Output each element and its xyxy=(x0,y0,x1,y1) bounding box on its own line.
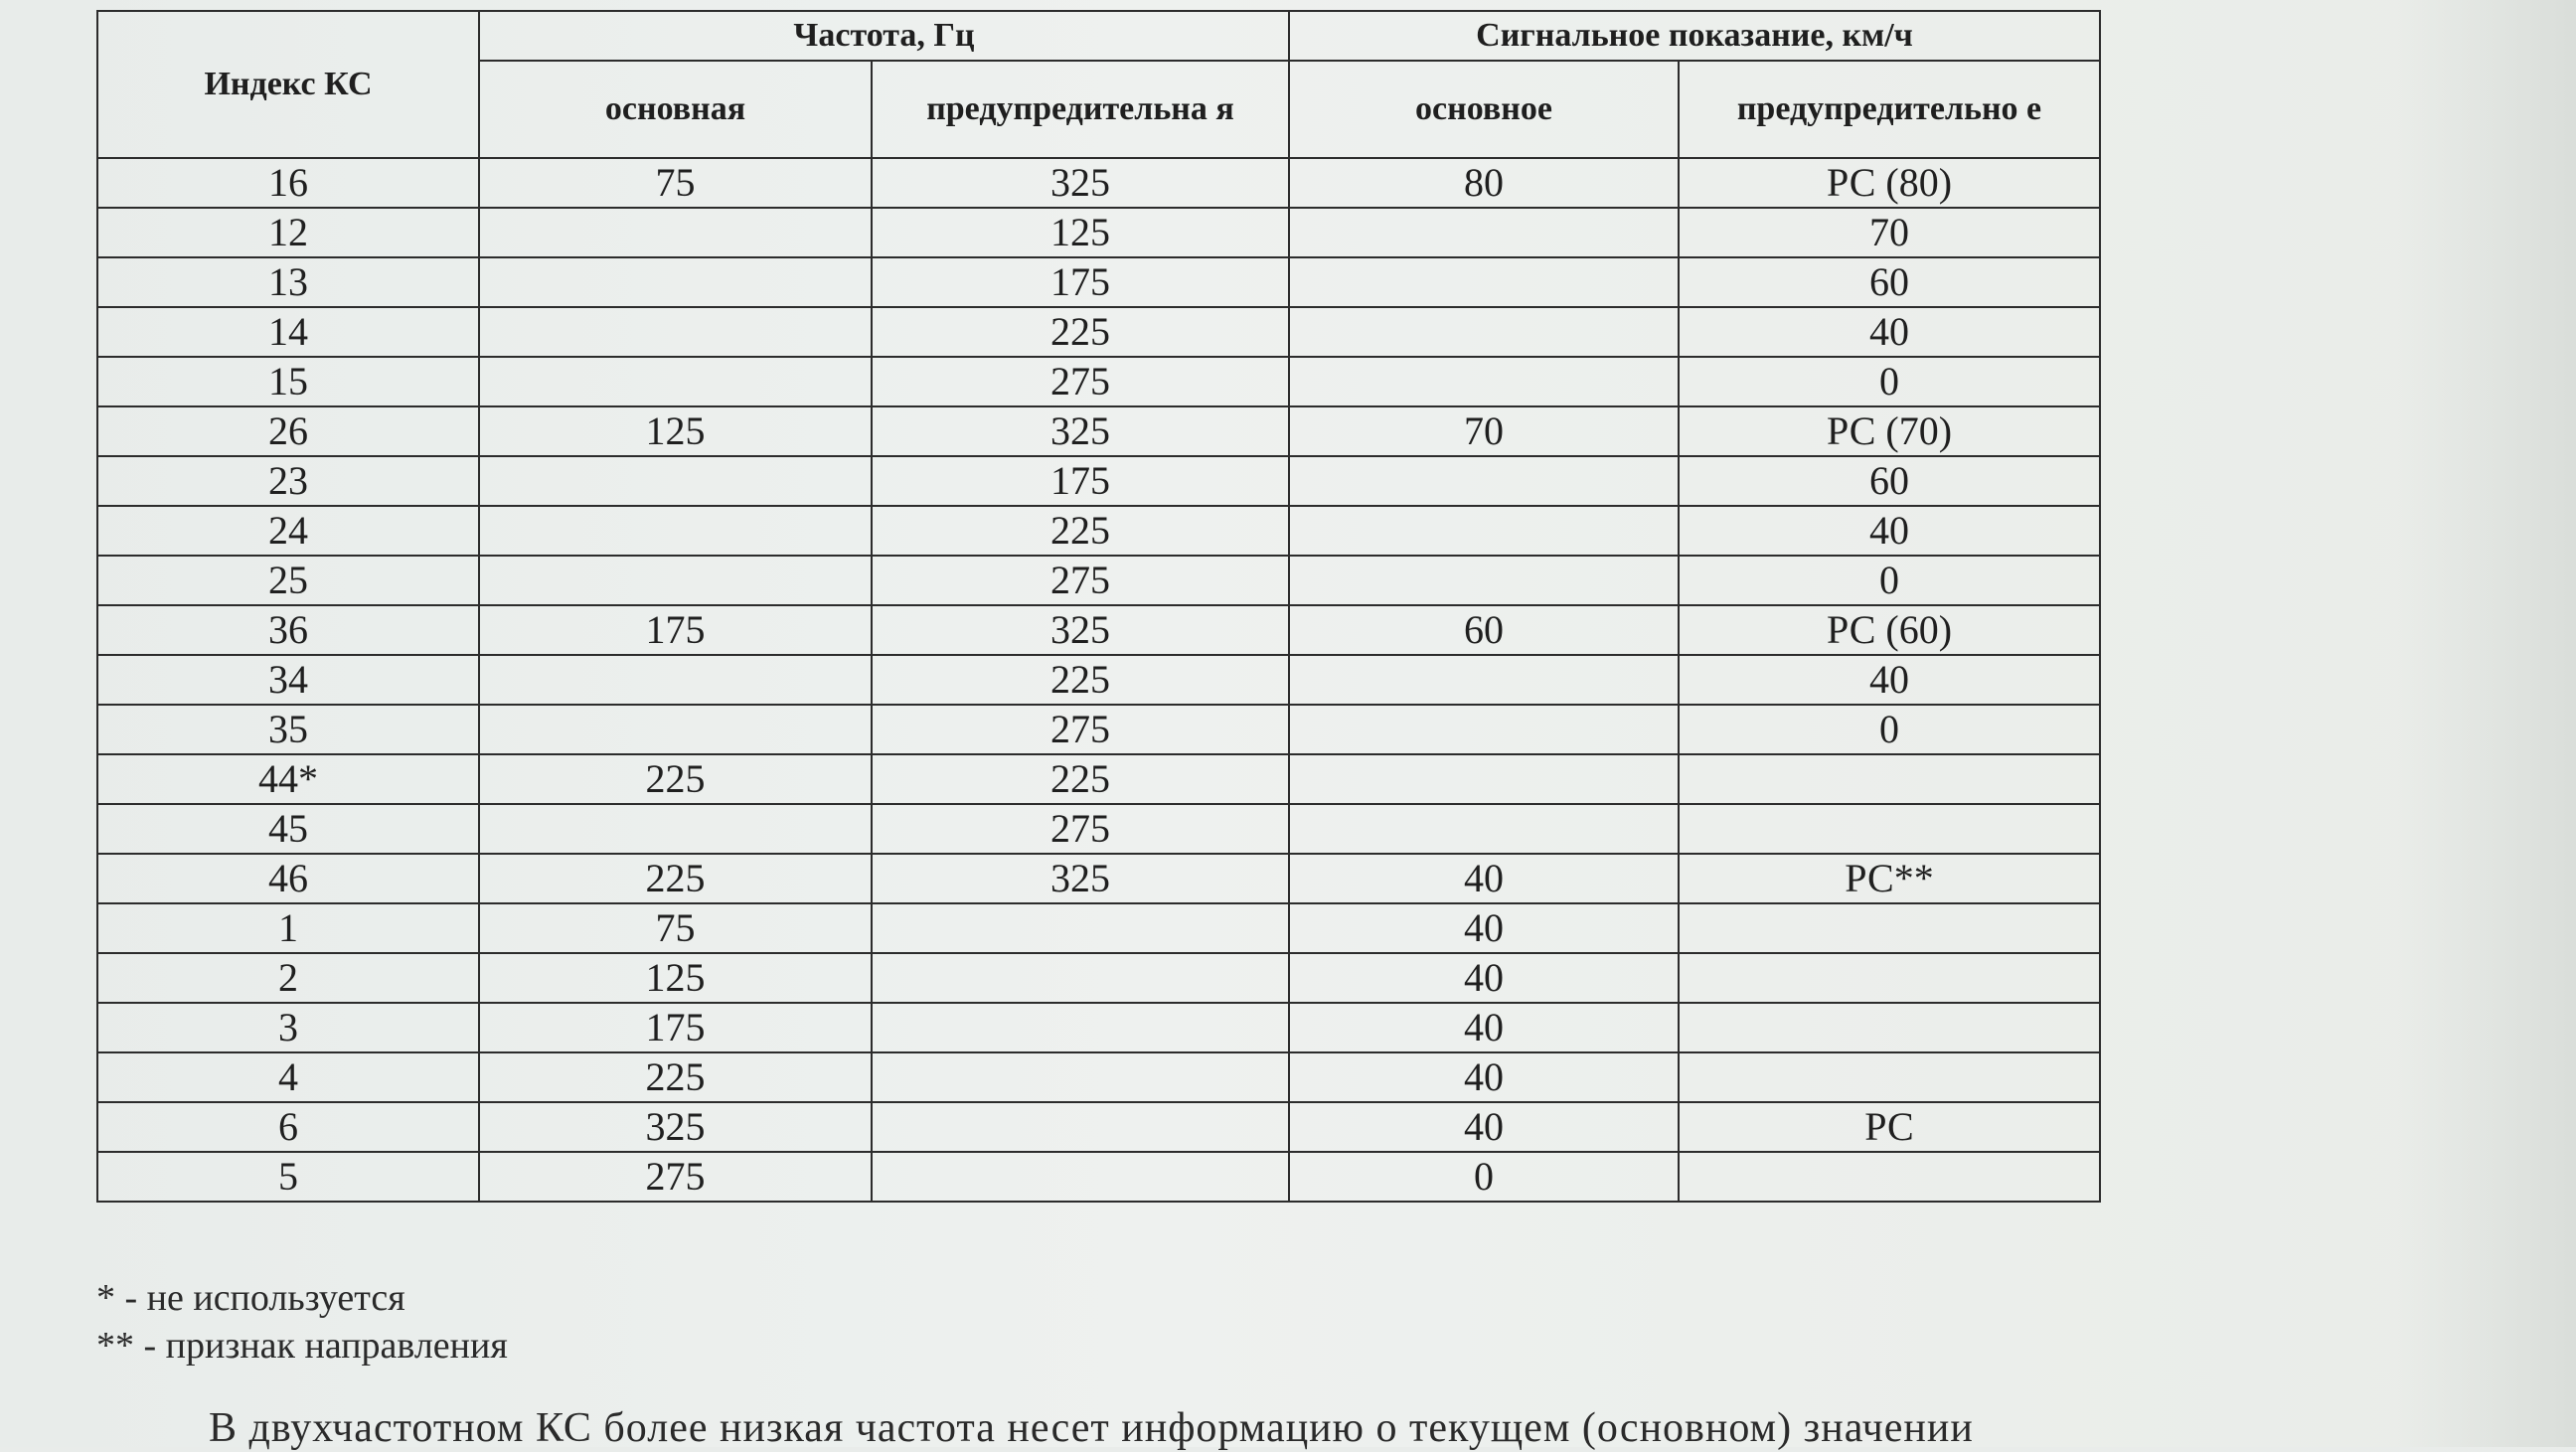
cell-index: 36 xyxy=(97,605,479,655)
footnote-direction: ** - признак направления xyxy=(96,1325,508,1367)
cell-sig-main: 60 xyxy=(1289,605,1679,655)
cell-freq-main xyxy=(479,307,872,357)
cell-index: 24 xyxy=(97,506,479,556)
cell-freq-main: 225 xyxy=(479,854,872,903)
cell-freq-warn: 325 xyxy=(872,158,1289,208)
cell-sig-warn xyxy=(1679,754,2100,804)
table-row xyxy=(97,208,2100,257)
cell-freq-warn xyxy=(872,1003,1289,1052)
cell-sig-main: 80 xyxy=(1289,158,1679,208)
cell-sig-warn: РС** xyxy=(1679,854,2100,903)
cell-freq-main: 125 xyxy=(479,953,872,1003)
cell-freq-main xyxy=(479,506,872,556)
cell-freq-warn: 225 xyxy=(872,307,1289,357)
cell-freq-main: 225 xyxy=(479,1052,872,1102)
cell-freq-main: 175 xyxy=(479,605,872,655)
cell-freq-warn: 275 xyxy=(872,804,1289,854)
cell-index: 26 xyxy=(97,406,479,456)
cell-freq-main xyxy=(479,556,872,605)
cell-sig-warn xyxy=(1679,953,2100,1003)
table-row xyxy=(97,854,2100,903)
cell-sig-warn xyxy=(1679,1003,2100,1052)
cell-index: 45 xyxy=(97,804,479,854)
cell-freq-warn: 175 xyxy=(872,456,1289,506)
cell-sig-main: 40 xyxy=(1289,1003,1679,1052)
cell-index: 35 xyxy=(97,705,479,754)
cell-sig-main xyxy=(1289,257,1679,307)
cell-freq-main: 75 xyxy=(479,903,872,953)
cell-sig-warn xyxy=(1679,903,2100,953)
cell-index: 23 xyxy=(97,456,479,506)
cell-freq-warn: 125 xyxy=(872,208,1289,257)
cell-freq-main: 125 xyxy=(479,406,872,456)
cell-index: 25 xyxy=(97,556,479,605)
table-row xyxy=(97,804,2100,854)
cell-sig-main: 40 xyxy=(1289,854,1679,903)
cell-sig-main xyxy=(1289,705,1679,754)
table-row xyxy=(97,903,2100,953)
cell-sig-main xyxy=(1289,307,1679,357)
table-row xyxy=(97,1052,2100,1102)
cell-freq-main: 275 xyxy=(479,1152,872,1202)
table-row xyxy=(97,705,2100,754)
cell-sig-warn: РС xyxy=(1679,1102,2100,1152)
signal-code-table xyxy=(96,10,2101,1203)
table-row xyxy=(97,605,2100,655)
table-row xyxy=(97,953,2100,1003)
cell-freq-main xyxy=(479,357,872,406)
cell-index: 16 xyxy=(97,158,479,208)
cell-sig-main: 40 xyxy=(1289,1052,1679,1102)
table-row xyxy=(97,1003,2100,1052)
cell-sig-warn xyxy=(1679,804,2100,854)
cell-index: 2 xyxy=(97,953,479,1003)
footnote-unused: * - не используется xyxy=(96,1277,405,1319)
cell-freq-main xyxy=(479,257,872,307)
cell-index: 5 xyxy=(97,1152,479,1202)
cell-index: 46 xyxy=(97,854,479,903)
header-freq-warn: предупредительна я xyxy=(872,61,1289,158)
cell-freq-main: 325 xyxy=(479,1102,872,1152)
header-frequency: Частота, Гц xyxy=(479,11,1289,61)
cell-freq-warn: 325 xyxy=(872,605,1289,655)
cell-index: 15 xyxy=(97,357,479,406)
cell-freq-main xyxy=(479,655,872,705)
table-row xyxy=(97,456,2100,506)
cell-index: 6 xyxy=(97,1102,479,1152)
table-row xyxy=(97,1102,2100,1152)
cell-sig-main xyxy=(1289,357,1679,406)
cell-sig-warn: РС (60) xyxy=(1679,605,2100,655)
body-paragraph: В двухчастотном КС более низкая частота несет информацию о текущем (основном) значении xyxy=(209,1405,1974,1451)
cell-sig-main xyxy=(1289,556,1679,605)
table-row xyxy=(97,1152,2100,1202)
cell-freq-warn: 275 xyxy=(872,705,1289,754)
cell-freq-main xyxy=(479,804,872,854)
cell-sig-warn: 0 xyxy=(1679,357,2100,406)
cell-freq-main: 175 xyxy=(479,1003,872,1052)
cell-freq-warn xyxy=(872,953,1289,1003)
table-row xyxy=(97,655,2100,705)
header-signal: Сигнальное показание, км/ч xyxy=(1289,11,2100,61)
cell-sig-main xyxy=(1289,754,1679,804)
cell-index: 3 xyxy=(97,1003,479,1052)
cell-sig-main: 0 xyxy=(1289,1152,1679,1202)
cell-index: 34 xyxy=(97,655,479,705)
cell-freq-main: 75 xyxy=(479,158,872,208)
cell-sig-warn xyxy=(1679,1052,2100,1102)
cell-freq-warn: 325 xyxy=(872,406,1289,456)
table-row xyxy=(97,307,2100,357)
header-sig-main: основное xyxy=(1289,61,1679,158)
cell-freq-warn: 325 xyxy=(872,854,1289,903)
cell-freq-main xyxy=(479,208,872,257)
cell-sig-main: 40 xyxy=(1289,953,1679,1003)
cell-freq-warn xyxy=(872,1102,1289,1152)
cell-sig-main: 40 xyxy=(1289,903,1679,953)
cell-freq-warn: 275 xyxy=(872,556,1289,605)
cell-freq-warn xyxy=(872,903,1289,953)
cell-sig-main xyxy=(1289,506,1679,556)
table-row xyxy=(97,506,2100,556)
cell-index: 44* xyxy=(97,754,479,804)
cell-sig-main xyxy=(1289,456,1679,506)
cell-index: 13 xyxy=(97,257,479,307)
cell-index: 14 xyxy=(97,307,479,357)
cell-sig-main xyxy=(1289,804,1679,854)
cell-freq-warn xyxy=(872,1152,1289,1202)
cell-freq-warn: 225 xyxy=(872,754,1289,804)
page-shadow xyxy=(2397,0,2576,1447)
header-index: Индекс КС xyxy=(97,11,479,158)
cell-freq-warn: 275 xyxy=(872,357,1289,406)
cell-sig-main xyxy=(1289,655,1679,705)
table-row xyxy=(97,754,2100,804)
cell-index: 4 xyxy=(97,1052,479,1102)
cell-sig-warn: 40 xyxy=(1679,655,2100,705)
table-row xyxy=(97,158,2100,208)
cell-freq-warn: 225 xyxy=(872,655,1289,705)
cell-sig-warn: 40 xyxy=(1679,307,2100,357)
cell-index: 12 xyxy=(97,208,479,257)
cell-sig-main: 40 xyxy=(1289,1102,1679,1152)
header-freq-main: основная xyxy=(479,61,872,158)
cell-index: 1 xyxy=(97,903,479,953)
cell-freq-warn: 225 xyxy=(872,506,1289,556)
header-sig-warn: предупредительно е xyxy=(1679,61,2100,158)
table-row xyxy=(97,406,2100,456)
cell-sig-warn xyxy=(1679,1152,2100,1202)
table-row xyxy=(97,257,2100,307)
table-row xyxy=(97,556,2100,605)
cell-freq-warn: 175 xyxy=(872,257,1289,307)
table-body xyxy=(97,158,2100,1202)
cell-freq-main xyxy=(479,705,872,754)
footnotes xyxy=(96,1274,508,1370)
table-row xyxy=(97,357,2100,406)
cell-sig-warn: 0 xyxy=(1679,556,2100,605)
cell-sig-warn: 60 xyxy=(1679,456,2100,506)
cell-sig-warn: 70 xyxy=(1679,208,2100,257)
cell-sig-warn: РС (70) xyxy=(1679,406,2100,456)
cell-freq-main: 225 xyxy=(479,754,872,804)
cell-sig-warn: 0 xyxy=(1679,705,2100,754)
cell-sig-main xyxy=(1289,208,1679,257)
cell-sig-main: 70 xyxy=(1289,406,1679,456)
cell-freq-main xyxy=(479,456,872,506)
cell-sig-warn: 60 xyxy=(1679,257,2100,307)
cell-freq-warn xyxy=(872,1052,1289,1102)
cell-sig-warn: РС (80) xyxy=(1679,158,2100,208)
cell-sig-warn: 40 xyxy=(1679,506,2100,556)
